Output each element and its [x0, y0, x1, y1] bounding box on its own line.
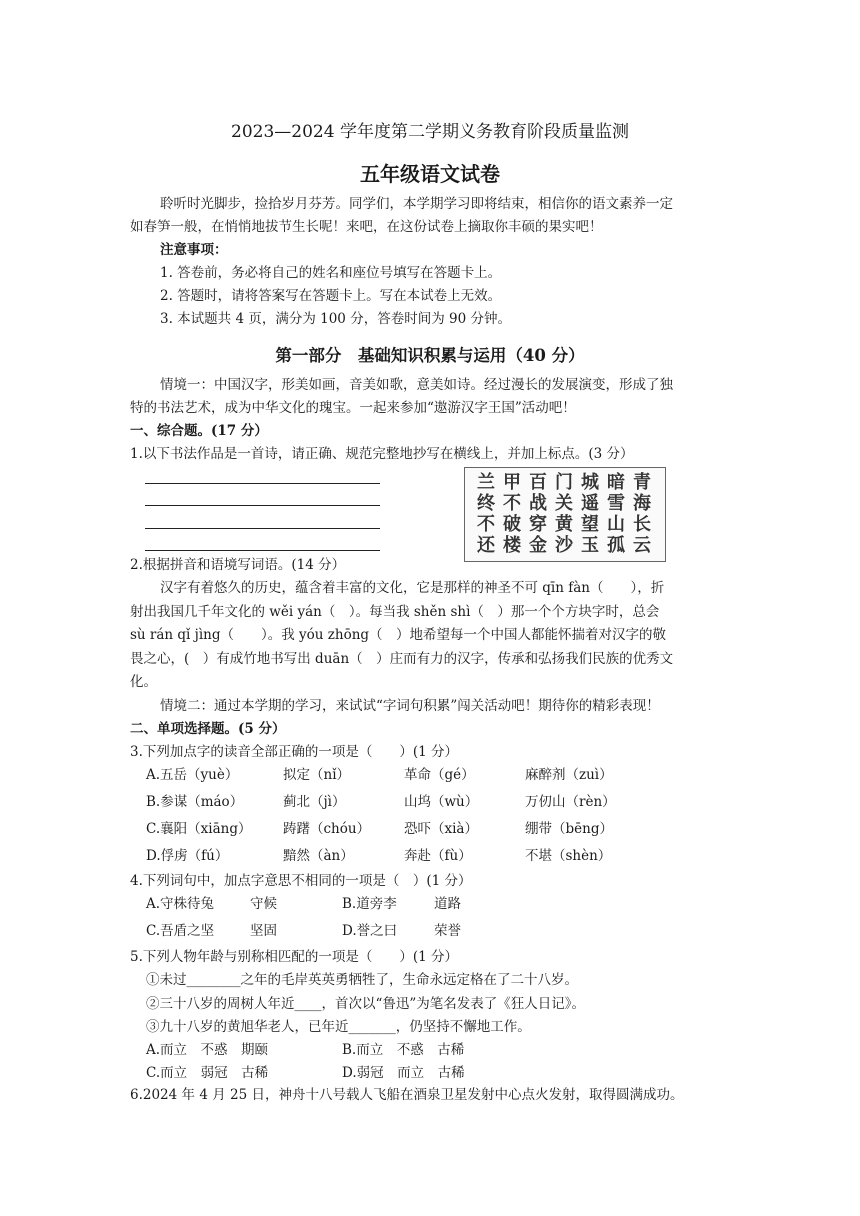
section1-heading: 一、综合题。(17 分） [130, 423, 268, 439]
calligraphy-char: 不 [503, 493, 521, 514]
exam-subtitle: 五年级语文试卷 [360, 162, 500, 186]
q5-option-d: D.弱冠 而立 古稀 [342, 1065, 465, 1081]
intro-line-1: 聆听时光脚步，捡拾岁月芬芳。同学们，本学期学习即将结束，相信你的语文素养一定 [160, 196, 673, 212]
q3-option-c2: 踌躇（chóu） [283, 821, 371, 837]
calligraphy-char: 遥 [581, 493, 599, 514]
section2-heading: 二、单项选择题。(5 分） [130, 721, 286, 737]
q3-option-a2: 拟定（nǐ） [283, 767, 351, 783]
answer-line-1[interactable] [145, 483, 380, 484]
q4-option-d: D.誉之曰 [342, 923, 398, 939]
calligraphy-char: 青 [633, 472, 651, 493]
calligraphy-char: 长 [633, 514, 651, 535]
calligraphy-char: 穿 [529, 514, 547, 535]
q5-item-1: ①未过________之年的毛岸英英勇牺牲了，生命永远定格在了二十八岁。 [146, 972, 578, 988]
q4-option-d-word: 荣誉 [434, 923, 461, 939]
question-5: 5.下列人物年龄与别称相匹配的一项是（ ）(1 分） [130, 949, 459, 965]
answer-line-2[interactable] [145, 505, 380, 506]
notes-heading: 注意事项： [160, 242, 228, 258]
question-2: 2.根据拼音和语境写词语。(14 分） [130, 557, 346, 573]
calligraphy-char: 雪 [607, 493, 625, 514]
calligraphy-char: 楼 [503, 535, 521, 556]
part1-heading: 第一部分 基础知识积累与运用（40 分） [275, 346, 585, 365]
q3-option-d3: 奔赴（fù） [404, 848, 472, 864]
calligraphy-char: 破 [503, 514, 521, 535]
q3-option-b1: B.参谋（máo） [146, 794, 244, 810]
q5-option-b: B.而立 不惑 古稀 [342, 1042, 465, 1058]
calligraphy-image [464, 467, 666, 562]
q3-option-c3: 恐吓（xià） [404, 821, 478, 837]
calligraphy-char: 甲 [503, 472, 521, 493]
q3-option-b3: 山坞（wù） [404, 794, 479, 810]
q3-option-c4: 绷带（bēng） [525, 821, 613, 837]
context1-line-2: 特的书法艺术，成为中华文化的瑰宝。一起来参加“遨游汉字王国”活动吧！ [130, 400, 576, 416]
calligraphy-char: 云 [633, 535, 651, 556]
q3-option-d2: 黯然（àn） [283, 848, 354, 864]
q5-option-a: A.而立 不惑 期颐 [146, 1042, 269, 1058]
question-6: 6.2024 年 4 月 25 日，神舟十八号载人飞船在酒泉卫星发射中心点火发射，取得圆满成功。 [130, 1087, 684, 1103]
q3-option-c1: C.襄阳（xiāng） [146, 821, 252, 837]
calligraphy-char: 玉 [581, 535, 599, 556]
q4-option-a-word: 守候 [250, 896, 277, 912]
q3-option-b4: 万仞山（rèn） [525, 794, 616, 810]
calligraphy-char: 还 [477, 535, 495, 556]
calligraphy-char: 金 [529, 535, 547, 556]
calligraphy-char: 黄 [555, 514, 573, 535]
q3-option-a1: A.五岳（yuè） [146, 767, 239, 783]
context2: 情境二：通过本学期的学习，来试试“字词句积累”闯关活动吧！期待你的精彩表现！ [160, 698, 660, 714]
q3-option-d4: 不堪（shèn） [525, 848, 612, 864]
calligraphy-char: 关 [555, 493, 573, 514]
q2-line-1: 汉字有着悠久的历史，蕴含着丰富的文化，它是那样的神圣不可 qīn fàn（ ），折 [160, 580, 665, 596]
calligraphy-char: 百 [529, 472, 547, 493]
q4-option-b: B.道旁李 [342, 896, 397, 912]
question-4: 4.下列词句中，加点字意思不相同的一项是（ ）(1 分） [130, 873, 472, 889]
q2-line-4: 畏之心，( ）有成竹地书写出 duān（ ）庄而有力的汉字，传承和弘扬我们民族的优秀文 [130, 651, 674, 667]
answer-line-3[interactable] [145, 528, 380, 529]
calligraphy-char: 兰 [477, 472, 495, 493]
q4-option-a: A.守株待兔 [146, 896, 215, 912]
note-item-3: 3. 本试题共 4 页，满分为 100 分，答卷时间为 90 分钟。 [160, 311, 511, 327]
calligraphy-char: 暗 [607, 472, 625, 493]
q5-item-3: ③九十八岁的黄旭华老人，已年近_______，仍坚持不懈地工作。 [146, 1019, 531, 1035]
calligraphy-char: 望 [581, 514, 599, 535]
intro-line-2: 如春笋一般，在悄悄地拔节生长呢！来吧，在这份试卷上摘取你丰硕的果实吧！ [130, 219, 603, 235]
q5-item-2: ②三十八岁的周树人年近____，首次以“鲁迅”为笔名发表了《狂人日记》。 [146, 996, 586, 1012]
exam-title: 2023—2024 学年度第二学期义务教育阶段质量监测 [231, 122, 629, 142]
calligraphy-char: 孤 [607, 535, 625, 556]
note-item-2: 2. 答题时，请将答案写在答题卡上。写在本试卷上无效。 [160, 288, 502, 304]
question-1: 1.以下书法作品是一首诗，请正确、规范完整地抄写在横线上，并加上标点。(3 分） [130, 446, 634, 462]
q2-line-2: 射出我国几千年文化的 wěi yán（ ）。每当我 shěn shì（ ）那一个个方块字时，总会 [130, 604, 660, 620]
q3-option-a3: 革命（gé） [404, 767, 475, 783]
calligraphy-char: 战 [529, 493, 547, 514]
q2-line-3: sù rán qǐ jìng（ ）。我 yóu zhōng（ ）地希望每一个中国人都能怀揣着对汉字的敬 [130, 627, 667, 643]
q4-option-c-word: 坚固 [250, 923, 277, 939]
q5-option-c: C.而立 弱冠 古稀 [146, 1065, 269, 1081]
q3-option-b2: 蓟北（jì） [283, 794, 346, 810]
q3-option-d1: D.俘虏（fú） [146, 848, 229, 864]
q3-option-a4: 麻醉剂（zuì） [525, 767, 613, 783]
calligraphy-char: 城 [581, 472, 599, 493]
calligraphy-char: 山 [607, 514, 625, 535]
calligraphy-char: 沙 [555, 535, 573, 556]
calligraphy-char: 门 [555, 472, 573, 493]
q2-line-5: 化。 [130, 674, 157, 690]
q4-option-c: C.吾盾之坚 [146, 923, 215, 939]
note-item-1: 1. 答卷前，务必将自己的姓名和座位号填写在答题卡上。 [160, 265, 502, 281]
calligraphy-char: 海 [633, 493, 651, 514]
context1-line-1: 情境一：中国汉字，形美如画，音美如歌，意美如诗。经过漫长的发展演变，形成了独 [160, 377, 673, 393]
q4-option-b-word: 道路 [434, 896, 461, 912]
answer-line-4[interactable] [145, 550, 380, 551]
question-3: 3.下列加点字的读音全部正确的一项是（ ）(1 分） [130, 744, 459, 760]
calligraphy-char: 终 [477, 493, 495, 514]
calligraphy-char: 不 [477, 514, 495, 535]
